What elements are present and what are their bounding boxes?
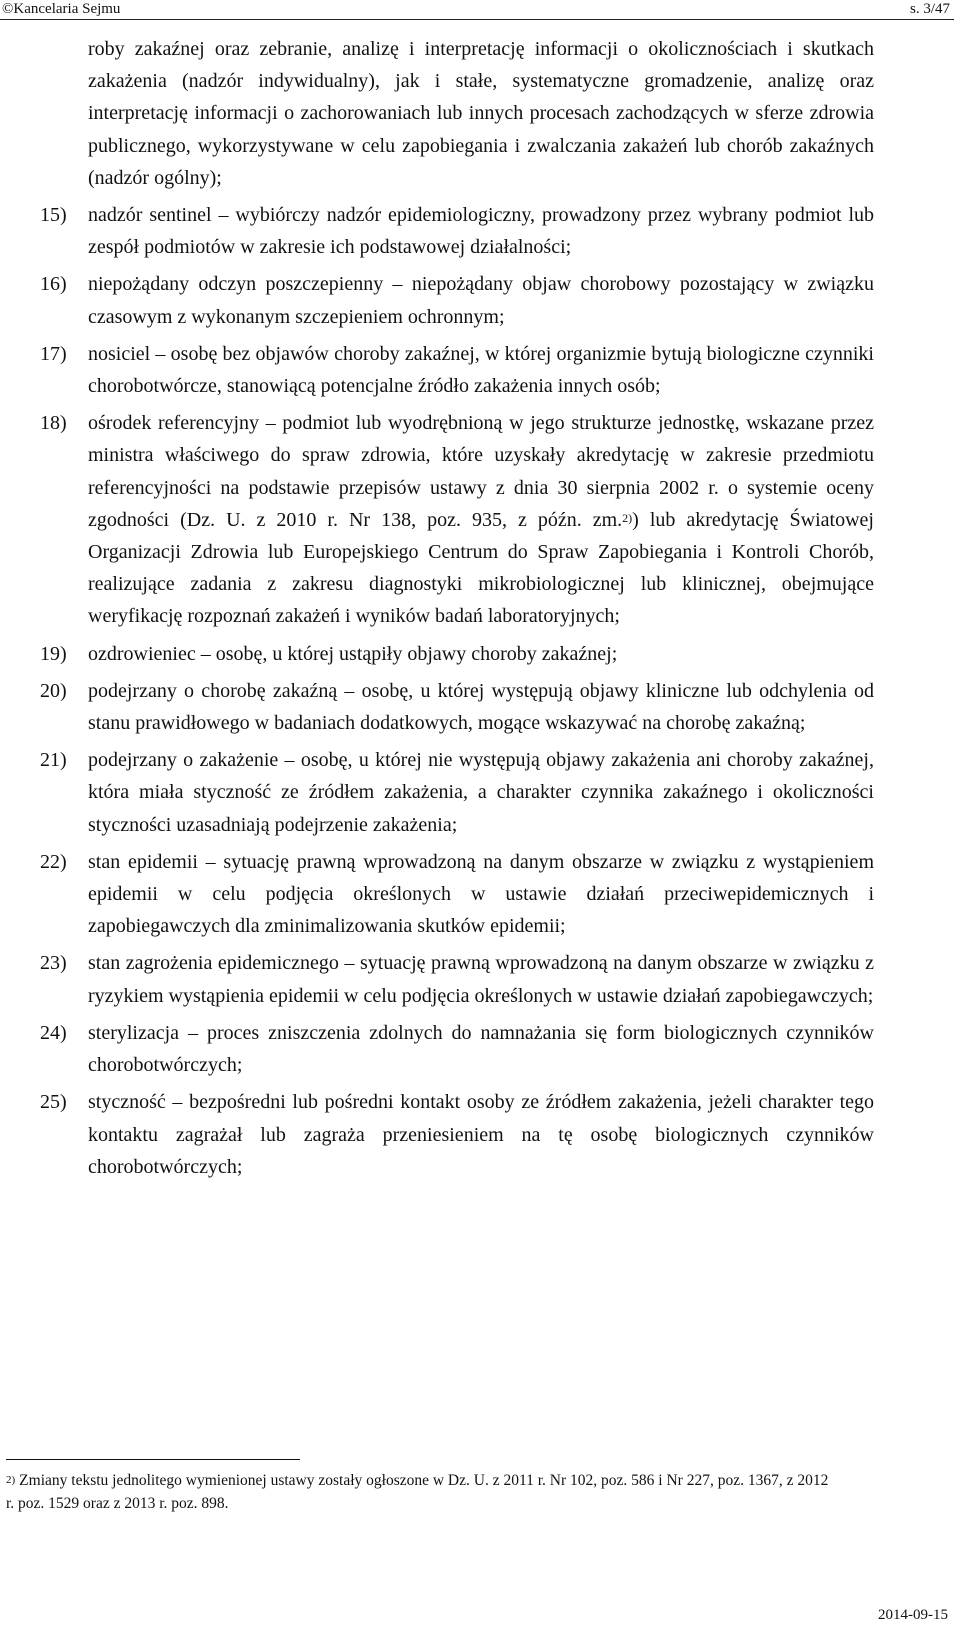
item-text-after: ) lub akredytację Światowej Organizacji Zdrowia lub Europejskiego Centrum do Spraw Zapobiegania i Kontroli Chorób, realizujące zadania z zakresu diagnostyki mikrobiologicznej lub klinicznej, obejmujące weryfikację rozpoznań zakażeń i wyników badań laboratoryjnych;	[88, 508, 874, 628]
definition-item-24	[20, 1017, 874, 1081]
definition-item-16	[20, 268, 874, 332]
definition-item-23	[20, 947, 874, 1011]
definition-item-22	[20, 846, 874, 943]
item-text: nadzór sentinel – wybiórczy nadzór epidemiologiczny, prowadzony przez wybrany podmiot lub zespół podmiotów w zakresie ich podstawowej działalności;	[88, 204, 874, 259]
definition-item-25	[20, 1086, 874, 1183]
item-number: 17)	[40, 342, 67, 365]
item-number: 23)	[40, 952, 67, 975]
definition-item-18	[20, 407, 874, 632]
footnote-reference[interactable]: 2)	[622, 510, 633, 525]
definition-item-20	[20, 675, 874, 739]
item-text: styczność – bezpośredni lub pośredni kontakt osoby ze źródłem zakażenia, jeżeli charakter tego kontaktu zagrażał lub zagraża przeniesieniem na tę osobę biologicznych czynników chorobotwórczych;	[88, 1091, 874, 1178]
item-number: 20)	[40, 679, 67, 702]
item-number: 22)	[40, 850, 67, 873]
definition-item-19	[20, 638, 874, 670]
definition-item-15	[20, 199, 874, 263]
item-text: podejrzany o zakażenie – osobę, u której nie występują objawy zakażenia ani choroby zakaźnej, która miała styczność ze źródłem zakażenia, a charakter czynnika zakaźnego i okoliczności styczności uzasadniają podejrzenie zakażenia;	[88, 749, 874, 836]
item-text: nosiciel – osobę bez objawów choroby zakaźnej, w której organizmie bytują biologiczne czynniki chorobotwórcze, stanowiącą potencjalne źródło zakażenia innych osób;	[88, 342, 874, 398]
item-text: sterylizacja – proces zniszczenia zdolnych do namnażania się form biologicznych czynników chorobotwórczych;	[88, 1021, 874, 1077]
item-number: 18)	[40, 412, 67, 435]
item-number: 21)	[40, 749, 67, 772]
header-divider	[0, 19, 954, 20]
item-text: ozdrowieniec – osobę, u której ustąpiły objawy choroby zakaźnej;	[88, 642, 618, 665]
header-source: ©Kancelaria Sejmu	[2, 1, 121, 17]
item-text: stan epidemii – sytuację prawną wprowadzoną na danym obszarze w związku z wystąpieniem epidemii w celu podjęcia określonych w ustawie działań przeciwepidemicznych i zapobiegawczych dla zminimalizowania skutków epidemii;	[88, 850, 874, 938]
item-number: 24)	[40, 1021, 67, 1044]
item-text: niepożądany odczyn poszczepienny – niepożądany objaw chorobowy pozostający w związku czasowym z wykonanym szczepieniem ochronnym;	[88, 273, 874, 328]
definition-item-17	[20, 338, 874, 402]
footer-date: 2014-09-15	[878, 1607, 948, 1623]
item-text	[88, 407, 874, 632]
item-number: 16)	[40, 273, 67, 296]
footnote-mark: 2)	[6, 1474, 16, 1486]
item-number: 15)	[40, 204, 67, 227]
footnote	[6, 1469, 836, 1515]
footnote-divider	[6, 1459, 300, 1460]
item-text: stan zagrożenia epidemicznego – sytuację prawną wprowadzoną na danym obszarze w związku z ryzykiem wystąpienia epidemii w celu podjęcia określonych w ustawie działań zapobiegawczych;	[88, 952, 874, 1007]
item-number: 19)	[40, 642, 67, 665]
page-number: s. 3/47	[909, 1, 950, 17]
definition-item-21	[20, 744, 874, 841]
item-number: 25)	[40, 1091, 67, 1114]
item-text: podejrzany o chorobę zakaźną – osobę, u której występują objawy kliniczne lub odchylenia od stanu prawidłowego w badaniach dodatkowych, mogące wskazywać na chorobę zakaźną;	[88, 679, 874, 735]
item-text-before: ośrodek referencyjny – podmiot lub wyodrębnioną w jego strukturze jednostkę, wskazane przez ministra właściwego do spraw zdrowia, które uzyskały akredytację w zakresie przedmiotu referencyjności na podstawie przepisów ustawy z dnia 30 sierpnia 2002 r. o systemie oceny zgodności (Dz. U. z 2010 r. Nr 138, poz. 935, z późn. zm.	[88, 412, 874, 531]
document-body	[40, 33, 874, 1183]
footnote-text: Zmiany tekstu jednolitego wymienionej ustawy zostały ogłoszone w Dz. U. z 2011 r. Nr 102, poz. 586 i Nr 227, poz. 1367, z 2012 r. poz. 1529 oraz z 2013 r. poz. 898.	[6, 1472, 829, 1512]
intro-paragraph: roby zakaźnej oraz zebranie, analizę i interpretację informacji o okolicznościach i skutkach zakażenia (nadzór indywidualny), jak i stałe, systematyczne gromadzenie, analizę oraz interpretację informacji o zachorowaniach lub innych procesach zachodzących w sferze zdrowia publicznego, wykorzystywane w celu zapobiegania i zwalczania zakażeń lub chorób zakaźnych (nadzór ogólny);	[88, 38, 874, 189]
